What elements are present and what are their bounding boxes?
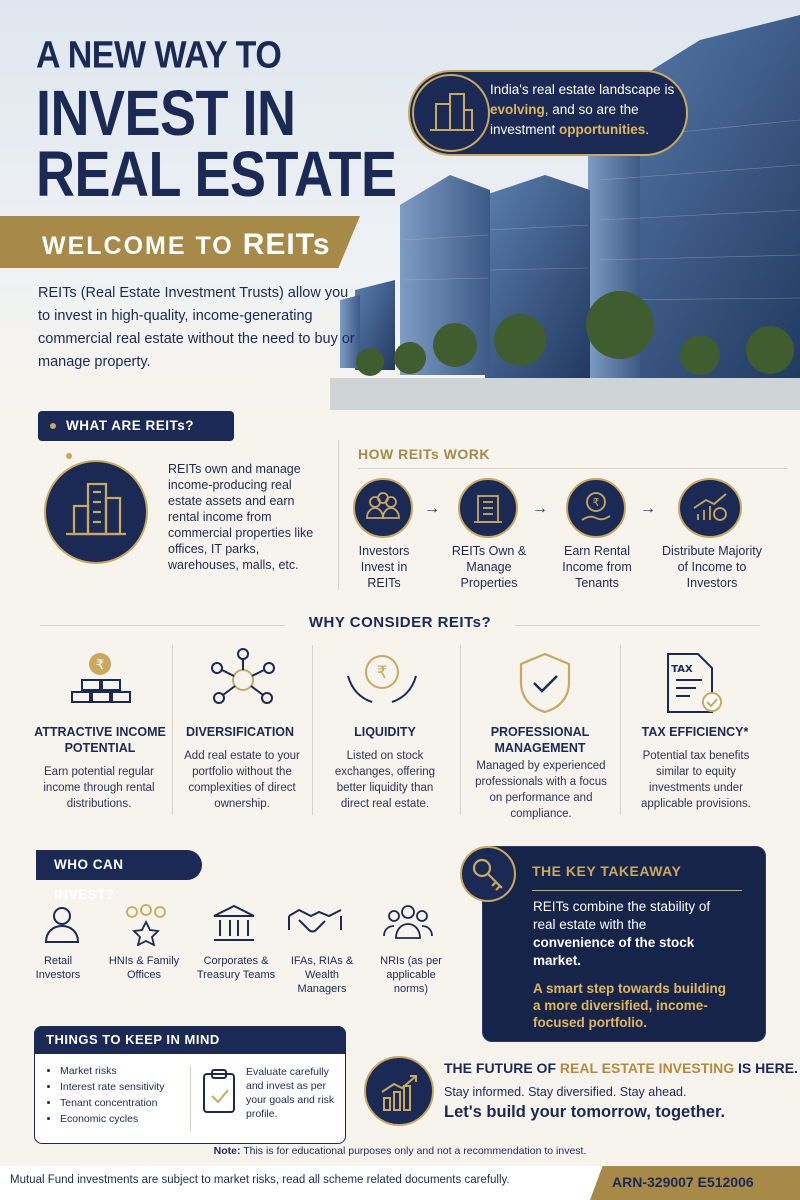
growth-bars-icon bbox=[364, 1056, 434, 1126]
note-line bbox=[0, 1145, 800, 1157]
bank-icon bbox=[210, 902, 258, 951]
who-title: WHO CAN INVEST? bbox=[54, 857, 124, 902]
who-item-1-label: Retail Investors bbox=[35, 955, 81, 981]
tax-document-icon bbox=[660, 650, 730, 725]
who-item-4-label: IFAs, RIAs & Wealth Managers bbox=[290, 955, 354, 995]
liquidity-hands-icon bbox=[342, 646, 422, 723]
handshake-icon bbox=[287, 904, 343, 949]
keep-bullet: • Interest rate sensitivity bbox=[60, 1079, 188, 1095]
tip-part2: , and so are the investment bbox=[490, 102, 639, 137]
future-title-suffix: IS HERE. bbox=[738, 1060, 798, 1076]
headline-line-1: A NEW WAY TO bbox=[36, 33, 282, 77]
who-item-2-label: HNIs & Family Offices bbox=[108, 955, 180, 981]
arn-code: ARN-329007 E512006 bbox=[612, 1174, 754, 1190]
welcome-brand: REITs bbox=[242, 228, 331, 261]
keep-bullet: • Market risks bbox=[60, 1063, 188, 1079]
note-text: This is for educational purposes only and not a recommendation to invest. bbox=[243, 1145, 587, 1157]
keep-title: THINGS TO KEEP IN MIND bbox=[46, 1032, 220, 1047]
svg-text:₹: ₹ bbox=[592, 496, 600, 509]
arrow-right-icon: → bbox=[424, 500, 440, 517]
takeaway-line1: REITs combine the stability of real estate with the bbox=[533, 899, 711, 932]
tip-part1: India's real estate landscape is bbox=[490, 82, 675, 97]
why-title: WHY CONSIDER REITs? bbox=[308, 614, 492, 631]
tip-end: . bbox=[645, 122, 650, 137]
why-item-1-desc: Earn potential regular income through rental distributions. bbox=[43, 766, 155, 810]
tip-opportunities: opportunities bbox=[559, 122, 646, 137]
star-people-icon bbox=[118, 902, 174, 951]
keep-advice: Evaluate carefully and invest as per your goals and risk profile. bbox=[246, 1066, 335, 1120]
keep-bullet: • Tenant concentration bbox=[60, 1095, 188, 1111]
why-item-2-title: DIVERSIFICATION bbox=[185, 725, 295, 739]
network-icon bbox=[205, 646, 281, 719]
headline-line-2: INVEST IN bbox=[36, 78, 296, 150]
city-building-icon bbox=[412, 74, 490, 152]
office-building-icon bbox=[44, 460, 148, 564]
footer-disclaimer: Mutual Fund investments are subject to market risks, read all scheme related documents carefully. bbox=[10, 1174, 510, 1186]
what-description: REITs own and manage income-producing real estate assets and earn rental income from commercial properties like offices, IT parks, warehouses, malls, etc. bbox=[168, 462, 314, 572]
welcome-text bbox=[42, 228, 331, 262]
clipboard-check-icon bbox=[200, 1068, 240, 1121]
what-are-reits-pill bbox=[38, 411, 234, 441]
arrow-right-icon: → bbox=[640, 500, 656, 517]
who-item-3-label: Corporates & Treasury Teams bbox=[196, 955, 276, 981]
who-item-5-label: NRIs (as per applicable norms) bbox=[380, 955, 442, 995]
why-item-2-desc: Add real estate to your portfolio without the complexities of direct ownership. bbox=[184, 750, 300, 810]
why-item-4-title: PROFESSIONAL MANAGEMENT bbox=[490, 725, 590, 755]
hero-section bbox=[0, 0, 800, 410]
future-title bbox=[444, 1060, 798, 1076]
future-title-highlight: REAL ESTATE INVESTING bbox=[559, 1060, 735, 1076]
svg-text:TAX: TAX bbox=[671, 664, 693, 675]
takeaway-title: THE KEY TAKEAWAY bbox=[532, 863, 682, 879]
svg-text:₹: ₹ bbox=[376, 663, 388, 683]
takeaway-text-1 bbox=[533, 898, 723, 970]
why-item-1-title: ATTRACTIVE INCOME POTENTIAL bbox=[34, 725, 166, 755]
why-item-5-title: TAX EFFICIENCY* bbox=[641, 725, 749, 739]
how-step-1-label: Investors Invest in REITs bbox=[358, 544, 410, 590]
rupee-hand-icon bbox=[566, 478, 626, 538]
future-tagline: Stay informed. Stay diversified. Stay ahead. bbox=[444, 1085, 687, 1099]
takeaway-text-2: A smart step towards building a more diversified, income-focused portfolio. bbox=[533, 981, 727, 1030]
keep-bullets bbox=[60, 1063, 188, 1127]
people-icon bbox=[353, 478, 413, 538]
tip-text bbox=[490, 80, 680, 140]
future-cta: Let's build your tomorrow, together. bbox=[444, 1103, 726, 1121]
how-title: HOW REITs WORK bbox=[358, 446, 490, 462]
why-item-4-desc: Managed by experienced professionals with a focus on performance and compliance. bbox=[475, 760, 607, 820]
future-title-prefix: THE FUTURE OF bbox=[444, 1060, 556, 1076]
income-icon bbox=[60, 650, 140, 719]
global-people-icon bbox=[380, 902, 436, 951]
why-item-5-desc: Potential tax benefits similar to equity investments under applicable provisions. bbox=[641, 750, 751, 810]
svg-text:₹: ₹ bbox=[95, 658, 105, 673]
why-item-3-title: LIQUIDITY bbox=[354, 725, 416, 739]
building-icon bbox=[458, 478, 518, 538]
growth-chart-icon bbox=[678, 478, 742, 538]
why-item-3-desc: Listed on stock exchanges, offering better liquidity than direct real estate. bbox=[334, 750, 436, 810]
how-step-2-label: REITs Own & Manage Properties bbox=[451, 544, 527, 590]
tip-evolving: evolving bbox=[490, 102, 545, 117]
who-pill bbox=[36, 850, 202, 902]
how-step-4-label: Distribute Majority of Income to Investors bbox=[661, 544, 763, 590]
note-label: Note: bbox=[213, 1145, 241, 1157]
person-icon bbox=[40, 902, 84, 951]
intro-text: REITs (Real Estate Investment Trusts) allow you to invest in high-quality, income-generating commercial real estate without the need to buy or manage property. bbox=[38, 285, 355, 370]
how-step-3-label: Earn Rental Income from Tenants bbox=[562, 544, 632, 590]
welcome-prefix: WELCOME TO bbox=[42, 232, 234, 260]
shield-check-icon bbox=[515, 650, 575, 721]
what-title: WHAT ARE REITs? bbox=[66, 418, 194, 433]
keep-bullet: • Economic cycles bbox=[60, 1111, 188, 1127]
arrow-right-icon: → bbox=[532, 500, 548, 517]
headline-line-3: REAL ESTATE bbox=[36, 139, 397, 211]
key-icon bbox=[460, 846, 516, 902]
takeaway-line1-bold: convenience of the stock market. bbox=[533, 935, 695, 968]
